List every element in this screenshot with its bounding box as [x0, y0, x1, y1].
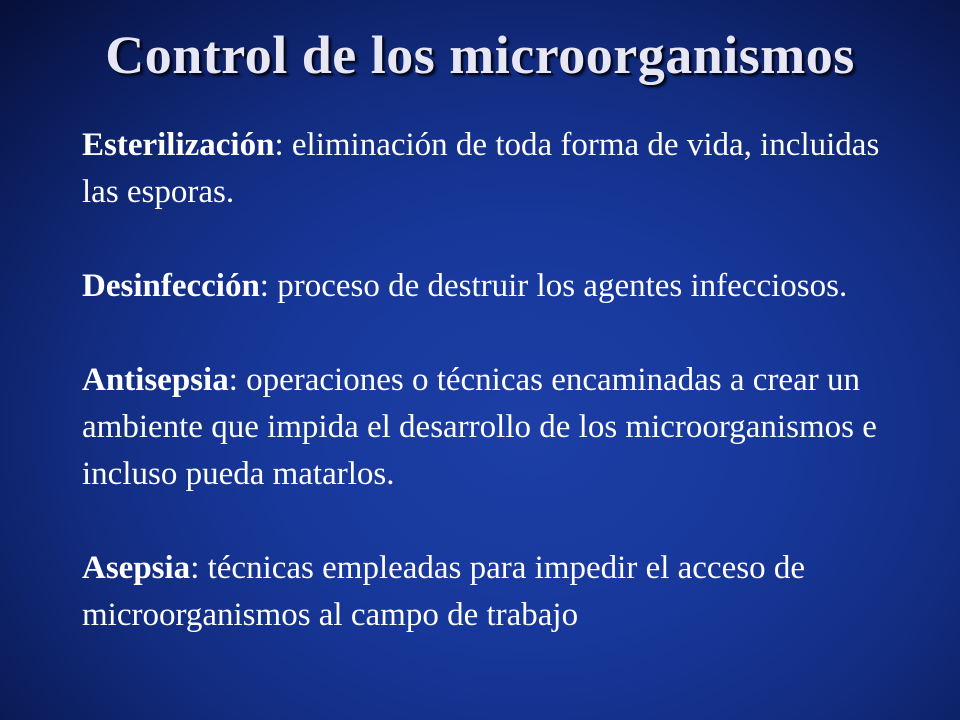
term-name: Esterilización [82, 127, 275, 163]
term-separator: : [259, 268, 269, 304]
slide-title: Control de los microorganismos [105, 25, 855, 85]
term-separator: : [228, 362, 238, 398]
term-name: Antisepsia [82, 362, 229, 398]
term-definition: técnicas empleadas para impedir el acceso de microorganismos al campo de trabajo [82, 550, 805, 633]
term-definition: eliminación de toda forma de vida, incluidas las esporas. [82, 127, 880, 210]
term-separator: : [274, 127, 284, 163]
definitions-list [82, 122, 912, 639]
definition-antisepsia [82, 357, 912, 498]
definition-asepsia [82, 545, 912, 639]
term-name: Desinfección [82, 268, 260, 304]
term-name: Asepsia [82, 550, 191, 586]
term-separator: : [190, 550, 200, 586]
definition-esterilizacion [82, 122, 912, 216]
term-definition: operaciones o técnicas encaminadas a crear un ambiente que impida el desarrollo de los microorganismos e incluso pueda matarlos. [82, 362, 877, 492]
term-definition: proceso de destruir los agentes infecciosos. [277, 268, 848, 304]
definition-desinfeccion [82, 263, 912, 310]
